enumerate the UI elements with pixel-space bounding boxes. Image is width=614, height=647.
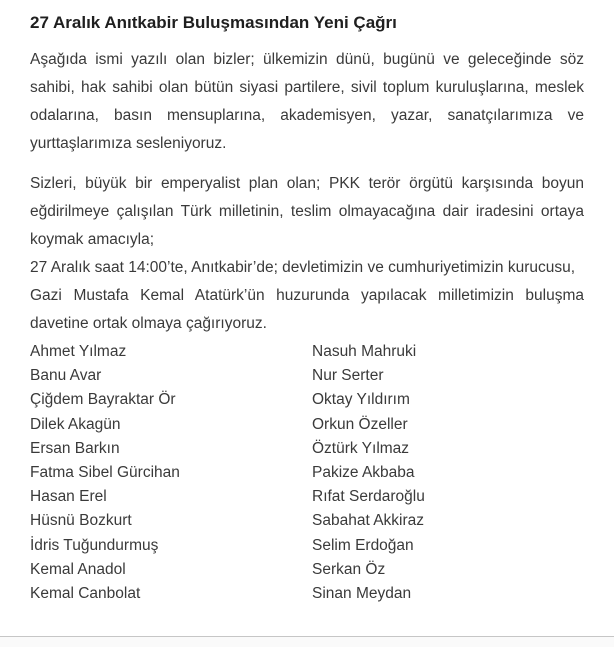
signatory-name: Rıfat Serdaroğlu <box>312 488 425 506</box>
signatory-name: Sabahat Akkiraz <box>312 512 425 530</box>
signatory-name: Hasan Erel <box>30 488 107 506</box>
signatories-list <box>30 340 584 606</box>
signatories-right-column <box>312 340 584 606</box>
paragraph-2: Sizleri, büyük bir emperyalist plan olan; PKK terör örgütü karşısında boyun eğdirilmeye çalışılan Türk milletinin, teslim olmayacağına dair iradesini ortaya koymak amacıyla; <box>30 175 584 248</box>
signatory-name: Oktay Yıldırım <box>312 391 410 409</box>
signatory-name: Hüsnü Bozkurt <box>30 512 132 530</box>
paragraph-3: 27 Aralık saat 14:00’te, Anıtkabir’de; devletimizin ve cumhuriyetimizin kurucusu, <box>30 259 576 276</box>
signatory-name: Çiğdem Bayraktar Ör <box>30 391 176 409</box>
signatory-name: Dilek Akagün <box>30 415 121 433</box>
signatory-name: Nasuh Mahruki <box>312 343 417 360</box>
signatory-name: Serkan Öz <box>312 560 386 578</box>
signatory-name: Öztürk Yılmaz <box>312 439 410 457</box>
signatory-name: Ersan Barkın <box>30 439 120 457</box>
signatory-name: Kemal Anadol <box>30 560 126 578</box>
document-title: 27 Aralık Anıtkabir Buluşmasından Yeni Çağrı <box>30 13 397 32</box>
signatory-name: Orkun Özeller <box>312 415 408 433</box>
signatory-name: Selim Erdoğan <box>312 536 414 554</box>
signatory-name: Kemal Canbolat <box>30 585 141 603</box>
signatory-name: Fatma Sibel Gürcihan <box>30 464 180 482</box>
paragraph-1: Aşağıda ismi yazılı olan bizler; ülkemizin dünü, bugünü ve geleceğinde söz sahibi, hak sahibi olan bütün siyasi partilere, sivil toplum kuruluşlarına, meslek odalarına, basın mensuplarına, akademisyen, yazar, sanatçılarımıza ve yurttaşlarımıza sesleniyoruz. <box>30 51 584 152</box>
signatory-name: İdris Tuğundurmuş <box>30 536 159 554</box>
signatory-name: Banu Avar <box>30 367 102 385</box>
signatories-left-column <box>30 340 312 606</box>
signatory-name: Ahmet Yılmaz <box>30 343 127 360</box>
paragraph-4: Gazi Mustafa Kemal Atatürk’ün huzurunda yapılacak milletimizin buluşma davetine ortak olmaya çağırıyoruz. <box>30 287 584 332</box>
bottom-divider-strip <box>0 636 614 647</box>
signatory-name: Sinan Meydan <box>312 585 412 603</box>
signatory-name: Pakize Akbaba <box>312 464 415 482</box>
signatory-name: Nur Serter <box>312 367 384 385</box>
